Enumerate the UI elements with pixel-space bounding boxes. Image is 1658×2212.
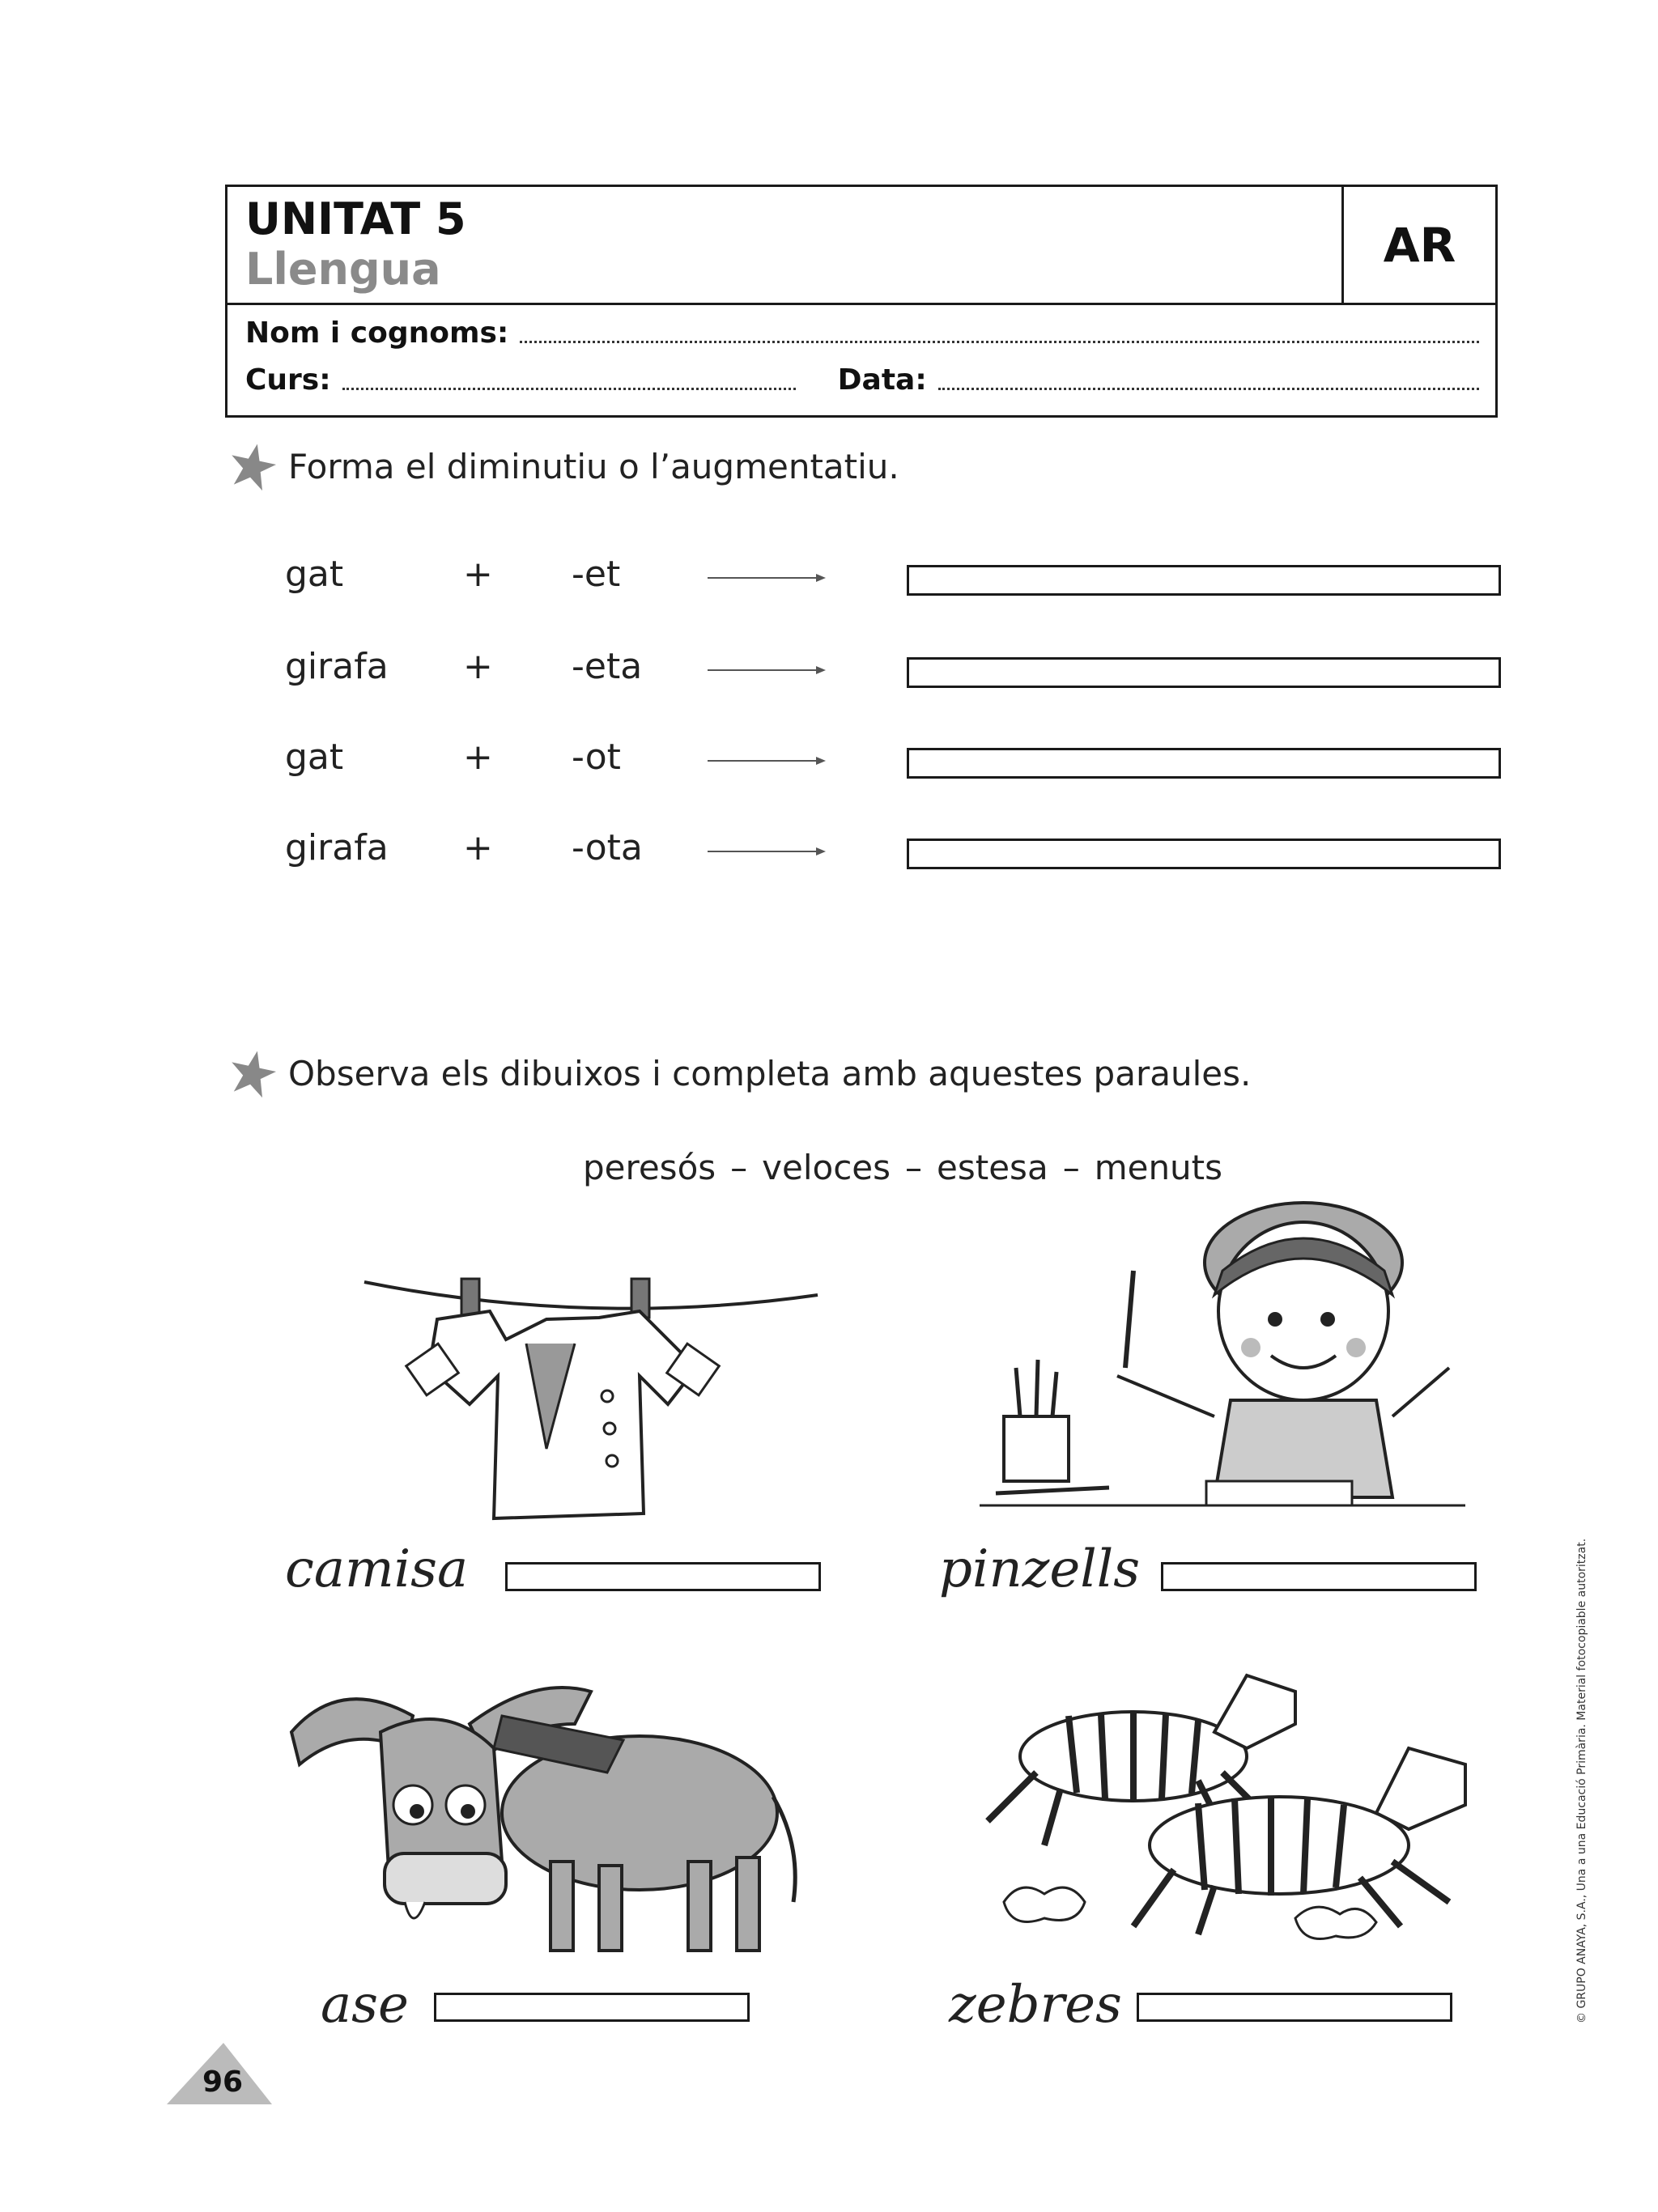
- course-date-row: [245, 363, 1479, 397]
- picture-label: camisa: [285, 1539, 469, 1599]
- arrow-right-icon: [706, 662, 827, 678]
- answer-box[interactable]: [907, 657, 1501, 688]
- name-field[interactable]: [520, 338, 1479, 343]
- base-word: girafa: [285, 646, 389, 687]
- shirt-on-clothesline-icon: [356, 1263, 826, 1538]
- running-zebras-icon: [955, 1659, 1490, 1959]
- arrow-right-icon: [706, 570, 827, 586]
- suffix: -ot: [572, 737, 621, 778]
- date-field[interactable]: [938, 384, 1479, 390]
- plus-sign: +: [463, 827, 493, 868]
- copyright-note: © GRUPO ANAYA, S.A., Una a una Educació Primària. Material fotocopiable autoritzat.: [1575, 1538, 1588, 2023]
- exercise2-heading: [228, 1049, 1251, 1098]
- picture-answer-box[interactable]: [434, 1993, 750, 2022]
- plus-sign: +: [463, 554, 493, 595]
- exercise1-instruction: Forma el diminutiu o l’augmentatiu.: [288, 446, 899, 486]
- word-bank-separator: –: [730, 1148, 748, 1187]
- base-word: girafa: [285, 827, 389, 868]
- unit-title: UNITAT 5: [245, 193, 466, 244]
- level-badge: AR: [1341, 187, 1495, 303]
- picture-label: ase: [321, 1975, 409, 2035]
- header-box: [225, 185, 1498, 418]
- picture-answer-box[interactable]: [505, 1562, 821, 1591]
- name-field-row: [245, 316, 1479, 350]
- arrow-right-icon: [706, 753, 827, 769]
- course-label: Curs:: [245, 363, 331, 397]
- page-number: 96: [202, 2066, 244, 2099]
- picture-answer-box[interactable]: [1161, 1562, 1477, 1591]
- picture-label: zebres: [949, 1975, 1122, 2035]
- exercise1-row: [0, 646, 1658, 694]
- plus-sign: +: [463, 646, 493, 687]
- header-title-row: [227, 187, 1495, 305]
- suffix: -ota: [572, 827, 643, 868]
- name-label: Nom i cognoms:: [245, 316, 509, 350]
- exercise1-row: [0, 827, 1658, 876]
- course-field[interactable]: [342, 384, 796, 390]
- answer-box[interactable]: [907, 748, 1501, 779]
- exercise1-row: [0, 737, 1658, 785]
- picture-answer-box[interactable]: [1137, 1993, 1452, 2022]
- suffix: -eta: [572, 646, 643, 687]
- suffix: -et: [572, 554, 621, 595]
- base-word: gat: [285, 737, 344, 778]
- word-bank-item: menuts: [1094, 1148, 1223, 1187]
- base-word: gat: [285, 554, 344, 595]
- word-bank-separator: –: [905, 1148, 923, 1187]
- exercise1-row: [0, 554, 1658, 602]
- answer-box[interactable]: [907, 565, 1501, 596]
- word-bank-item: veloces: [762, 1148, 891, 1187]
- date-label: Data:: [837, 363, 927, 397]
- picture-label: pinzells: [939, 1539, 1141, 1599]
- answer-box[interactable]: [907, 839, 1501, 869]
- star-icon: [228, 1049, 277, 1098]
- exercise1-heading: [228, 442, 899, 490]
- arrow-right-icon: [706, 843, 827, 860]
- word-bank-separator: –: [1062, 1148, 1080, 1187]
- star-icon: [228, 442, 277, 490]
- donkey-icon: [283, 1659, 818, 1967]
- unit-subject: Llengua: [245, 244, 441, 295]
- plus-sign: +: [463, 737, 493, 778]
- word-bank-item: estesa: [937, 1148, 1048, 1187]
- exercise2-instruction: Observa els dibuixos i completa amb aquestes paraules.: [288, 1053, 1252, 1093]
- word-bank-item: peresós: [583, 1148, 716, 1187]
- child-painting-icon: [971, 1174, 1473, 1522]
